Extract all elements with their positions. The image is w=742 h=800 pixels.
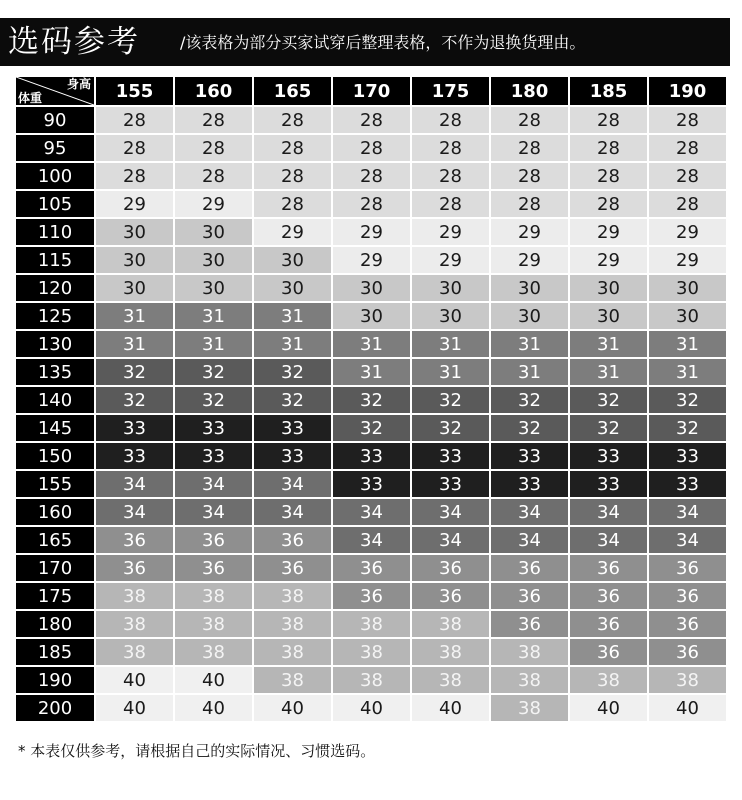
size-cell: 28 — [411, 134, 490, 162]
size-cell: 30 — [95, 246, 174, 274]
size-cell: 32 — [490, 414, 569, 442]
size-cell: 34 — [569, 498, 648, 526]
size-cell: 28 — [411, 190, 490, 218]
size-cell: 31 — [332, 358, 411, 386]
size-cell: 32 — [174, 358, 253, 386]
size-cell: 28 — [174, 106, 253, 134]
row-header-weight: 140 — [16, 386, 95, 414]
size-cell: 38 — [95, 610, 174, 638]
size-cell: 40 — [332, 694, 411, 722]
size-cell: 30 — [569, 274, 648, 302]
size-cell: 38 — [253, 582, 332, 610]
size-cell: 40 — [174, 666, 253, 694]
size-cell: 29 — [95, 190, 174, 218]
size-cell: 28 — [253, 106, 332, 134]
size-cell: 30 — [490, 302, 569, 330]
table-row — [16, 162, 727, 190]
footer-note: * 本表仅供参考，请根据自己的实际情况、习惯选码。 — [18, 742, 376, 760]
size-cell: 31 — [411, 358, 490, 386]
size-cell: 38 — [95, 582, 174, 610]
size-cell: 28 — [174, 162, 253, 190]
size-cell: 32 — [490, 386, 569, 414]
size-cell: 28 — [490, 162, 569, 190]
size-cell: 31 — [648, 358, 727, 386]
size-cell: 30 — [411, 302, 490, 330]
size-cell: 32 — [569, 414, 648, 442]
size-cell: 30 — [411, 274, 490, 302]
row-header-weight: 105 — [16, 190, 95, 218]
table-row — [16, 498, 727, 526]
table-row — [16, 582, 727, 610]
size-cell: 34 — [95, 470, 174, 498]
size-cell: 34 — [253, 498, 332, 526]
size-cell: 36 — [490, 554, 569, 582]
row-header-weight: 180 — [16, 610, 95, 638]
column-header-height: 170 — [332, 77, 411, 106]
size-cell: 31 — [648, 330, 727, 358]
size-cell: 30 — [490, 274, 569, 302]
size-cell: 38 — [490, 638, 569, 666]
size-cell: 33 — [411, 470, 490, 498]
size-cell: 36 — [332, 554, 411, 582]
size-cell: 34 — [411, 498, 490, 526]
size-cell: 30 — [253, 274, 332, 302]
size-cell: 34 — [648, 526, 727, 554]
size-cell: 28 — [332, 106, 411, 134]
size-cell: 29 — [174, 190, 253, 218]
row-header-weight: 155 — [16, 470, 95, 498]
size-cell: 33 — [95, 414, 174, 442]
size-cell: 38 — [332, 666, 411, 694]
size-cell: 33 — [253, 414, 332, 442]
size-cell: 34 — [95, 498, 174, 526]
size-cell: 34 — [490, 526, 569, 554]
table-row — [16, 246, 727, 274]
size-cell: 38 — [490, 694, 569, 722]
column-header-height: 165 — [253, 77, 332, 106]
size-cell: 29 — [332, 246, 411, 274]
size-cell: 29 — [411, 246, 490, 274]
size-cell: 31 — [174, 302, 253, 330]
size-cell: 31 — [253, 330, 332, 358]
size-cell: 36 — [648, 638, 727, 666]
size-cell: 36 — [648, 582, 727, 610]
size-cell: 28 — [490, 134, 569, 162]
row-header-weight: 100 — [16, 162, 95, 190]
disclaimer-note: /该表格为部分买家试穿后整理表格，不作为退换货理由。 — [180, 33, 586, 52]
size-cell: 36 — [253, 526, 332, 554]
row-header-weight: 90 — [16, 106, 95, 134]
table-row — [16, 554, 727, 582]
size-cell: 29 — [253, 218, 332, 246]
size-cell: 40 — [253, 694, 332, 722]
size-cell: 33 — [95, 442, 174, 470]
size-cell: 29 — [569, 246, 648, 274]
size-cell: 33 — [332, 442, 411, 470]
size-cell: 31 — [253, 302, 332, 330]
row-header-weight: 170 — [16, 554, 95, 582]
size-cell: 34 — [332, 526, 411, 554]
size-cell: 38 — [253, 666, 332, 694]
size-cell: 32 — [648, 414, 727, 442]
row-header-weight: 185 — [16, 638, 95, 666]
size-cell: 28 — [95, 162, 174, 190]
size-cell: 36 — [332, 582, 411, 610]
size-cell: 36 — [253, 554, 332, 582]
size-cell: 38 — [490, 666, 569, 694]
size-cell: 34 — [569, 526, 648, 554]
size-cell: 36 — [174, 554, 253, 582]
size-cell: 36 — [569, 610, 648, 638]
size-cell: 31 — [95, 330, 174, 358]
size-cell: 33 — [174, 442, 253, 470]
size-cell: 32 — [411, 386, 490, 414]
column-header-height: 155 — [95, 77, 174, 106]
size-cell: 30 — [648, 302, 727, 330]
size-cell: 32 — [253, 386, 332, 414]
size-cell: 30 — [174, 218, 253, 246]
row-header-weight: 200 — [16, 694, 95, 722]
size-cell: 28 — [490, 190, 569, 218]
row-header-weight: 110 — [16, 218, 95, 246]
row-header-weight: 190 — [16, 666, 95, 694]
table-row — [16, 358, 727, 386]
size-cell: 32 — [411, 414, 490, 442]
size-cell: 36 — [490, 610, 569, 638]
row-header-weight: 160 — [16, 498, 95, 526]
size-cell: 34 — [648, 498, 727, 526]
size-cell: 28 — [253, 162, 332, 190]
size-cell: 32 — [569, 386, 648, 414]
size-cell: 32 — [95, 358, 174, 386]
size-cell: 28 — [490, 106, 569, 134]
size-cell: 38 — [253, 638, 332, 666]
table-row — [16, 414, 727, 442]
size-cell: 28 — [569, 162, 648, 190]
header-row — [16, 77, 727, 106]
size-cell: 30 — [95, 218, 174, 246]
size-cell: 30 — [95, 274, 174, 302]
size-cell: 36 — [648, 610, 727, 638]
column-header-height: 180 — [490, 77, 569, 106]
size-cell: 29 — [411, 218, 490, 246]
size-cell: 28 — [253, 190, 332, 218]
table-row — [16, 442, 727, 470]
height-axis-label: 身高 — [66, 77, 91, 91]
row-header-weight: 125 — [16, 302, 95, 330]
size-cell: 32 — [253, 358, 332, 386]
column-header-height: 175 — [411, 77, 490, 106]
table-row — [16, 666, 727, 694]
size-cell: 40 — [95, 694, 174, 722]
row-header-weight: 150 — [16, 442, 95, 470]
table-body — [16, 106, 727, 722]
size-cell: 31 — [569, 358, 648, 386]
row-header-weight: 120 — [16, 274, 95, 302]
size-cell: 33 — [332, 470, 411, 498]
size-cell: 31 — [411, 330, 490, 358]
table-row — [16, 106, 727, 134]
size-cell: 33 — [490, 470, 569, 498]
size-cell: 36 — [569, 638, 648, 666]
size-cell: 28 — [411, 162, 490, 190]
size-cell: 34 — [490, 498, 569, 526]
size-cell: 38 — [174, 582, 253, 610]
size-cell: 33 — [569, 470, 648, 498]
size-cell: 33 — [174, 414, 253, 442]
size-cell: 30 — [253, 246, 332, 274]
size-cell: 40 — [569, 694, 648, 722]
size-cell: 32 — [648, 386, 727, 414]
size-cell: 38 — [253, 610, 332, 638]
weight-axis-label: 体重 — [18, 91, 43, 105]
size-cell: 28 — [95, 106, 174, 134]
size-chart-table — [16, 77, 728, 723]
size-cell: 31 — [569, 330, 648, 358]
table-row — [16, 302, 727, 330]
size-cell: 38 — [411, 666, 490, 694]
size-cell: 34 — [253, 470, 332, 498]
size-cell: 28 — [569, 190, 648, 218]
size-cell: 31 — [332, 330, 411, 358]
size-cell: 29 — [648, 246, 727, 274]
size-cell: 32 — [332, 414, 411, 442]
size-cell: 29 — [490, 218, 569, 246]
size-cell: 28 — [648, 106, 727, 134]
size-cell: 30 — [569, 302, 648, 330]
size-cell: 32 — [332, 386, 411, 414]
row-header-weight: 165 — [16, 526, 95, 554]
size-cell: 28 — [332, 162, 411, 190]
table-row — [16, 638, 727, 666]
table-row — [16, 526, 727, 554]
size-cell: 30 — [332, 274, 411, 302]
size-cell: 33 — [490, 442, 569, 470]
column-header-height: 185 — [569, 77, 648, 106]
size-cell: 38 — [411, 610, 490, 638]
size-cell: 40 — [411, 694, 490, 722]
size-cell: 34 — [174, 470, 253, 498]
table-row — [16, 386, 727, 414]
size-cell: 28 — [174, 134, 253, 162]
size-cell: 28 — [411, 106, 490, 134]
size-cell: 29 — [648, 218, 727, 246]
size-cell: 28 — [569, 134, 648, 162]
row-header-weight: 135 — [16, 358, 95, 386]
size-cell: 30 — [174, 246, 253, 274]
row-header-weight: 95 — [16, 134, 95, 162]
size-cell: 38 — [332, 610, 411, 638]
size-cell: 34 — [411, 526, 490, 554]
size-cell: 38 — [411, 638, 490, 666]
size-cell: 31 — [490, 358, 569, 386]
size-cell: 36 — [411, 554, 490, 582]
size-cell: 28 — [253, 134, 332, 162]
size-cell: 38 — [569, 666, 648, 694]
size-cell: 28 — [569, 106, 648, 134]
size-cell: 33 — [648, 470, 727, 498]
size-cell: 36 — [95, 526, 174, 554]
size-cell: 36 — [569, 582, 648, 610]
table-row — [16, 134, 727, 162]
size-cell: 38 — [648, 666, 727, 694]
size-cell: 38 — [174, 610, 253, 638]
size-cell: 34 — [174, 498, 253, 526]
size-cell: 33 — [253, 442, 332, 470]
size-cell: 36 — [95, 554, 174, 582]
table-row — [16, 274, 727, 302]
size-cell: 40 — [648, 694, 727, 722]
row-header-weight: 175 — [16, 582, 95, 610]
title-banner — [0, 18, 730, 66]
size-cell: 32 — [174, 386, 253, 414]
size-cell: 31 — [174, 330, 253, 358]
size-cell: 33 — [411, 442, 490, 470]
size-cell: 38 — [95, 638, 174, 666]
size-cell: 30 — [332, 302, 411, 330]
size-cell: 28 — [95, 134, 174, 162]
row-header-weight: 115 — [16, 246, 95, 274]
size-cell: 40 — [174, 694, 253, 722]
size-cell: 29 — [332, 218, 411, 246]
size-cell: 28 — [648, 162, 727, 190]
size-cell: 31 — [490, 330, 569, 358]
size-cell: 36 — [648, 554, 727, 582]
corner-cell — [16, 77, 95, 106]
column-header-height: 190 — [648, 77, 727, 106]
size-cell: 28 — [332, 134, 411, 162]
size-cell: 34 — [332, 498, 411, 526]
size-cell: 28 — [332, 190, 411, 218]
size-cell: 31 — [95, 302, 174, 330]
size-cell: 36 — [411, 582, 490, 610]
size-cell: 30 — [648, 274, 727, 302]
size-cell: 38 — [332, 638, 411, 666]
row-header-weight: 130 — [16, 330, 95, 358]
size-cell: 38 — [174, 638, 253, 666]
size-cell: 40 — [95, 666, 174, 694]
table-row — [16, 330, 727, 358]
table-row — [16, 470, 727, 498]
table-row — [16, 190, 727, 218]
size-cell: 28 — [648, 190, 727, 218]
table-row — [16, 218, 727, 246]
size-cell: 33 — [648, 442, 727, 470]
table-row — [16, 694, 727, 722]
size-cell: 29 — [569, 218, 648, 246]
table-row — [16, 610, 727, 638]
size-cell: 30 — [174, 274, 253, 302]
size-cell: 32 — [95, 386, 174, 414]
page-title: 选码参考 — [8, 24, 140, 60]
size-cell: 36 — [569, 554, 648, 582]
size-cell: 28 — [648, 134, 727, 162]
column-header-height: 160 — [174, 77, 253, 106]
size-cell: 29 — [490, 246, 569, 274]
row-header-weight: 145 — [16, 414, 95, 442]
size-cell: 36 — [174, 526, 253, 554]
size-cell: 36 — [490, 582, 569, 610]
size-cell: 33 — [569, 442, 648, 470]
